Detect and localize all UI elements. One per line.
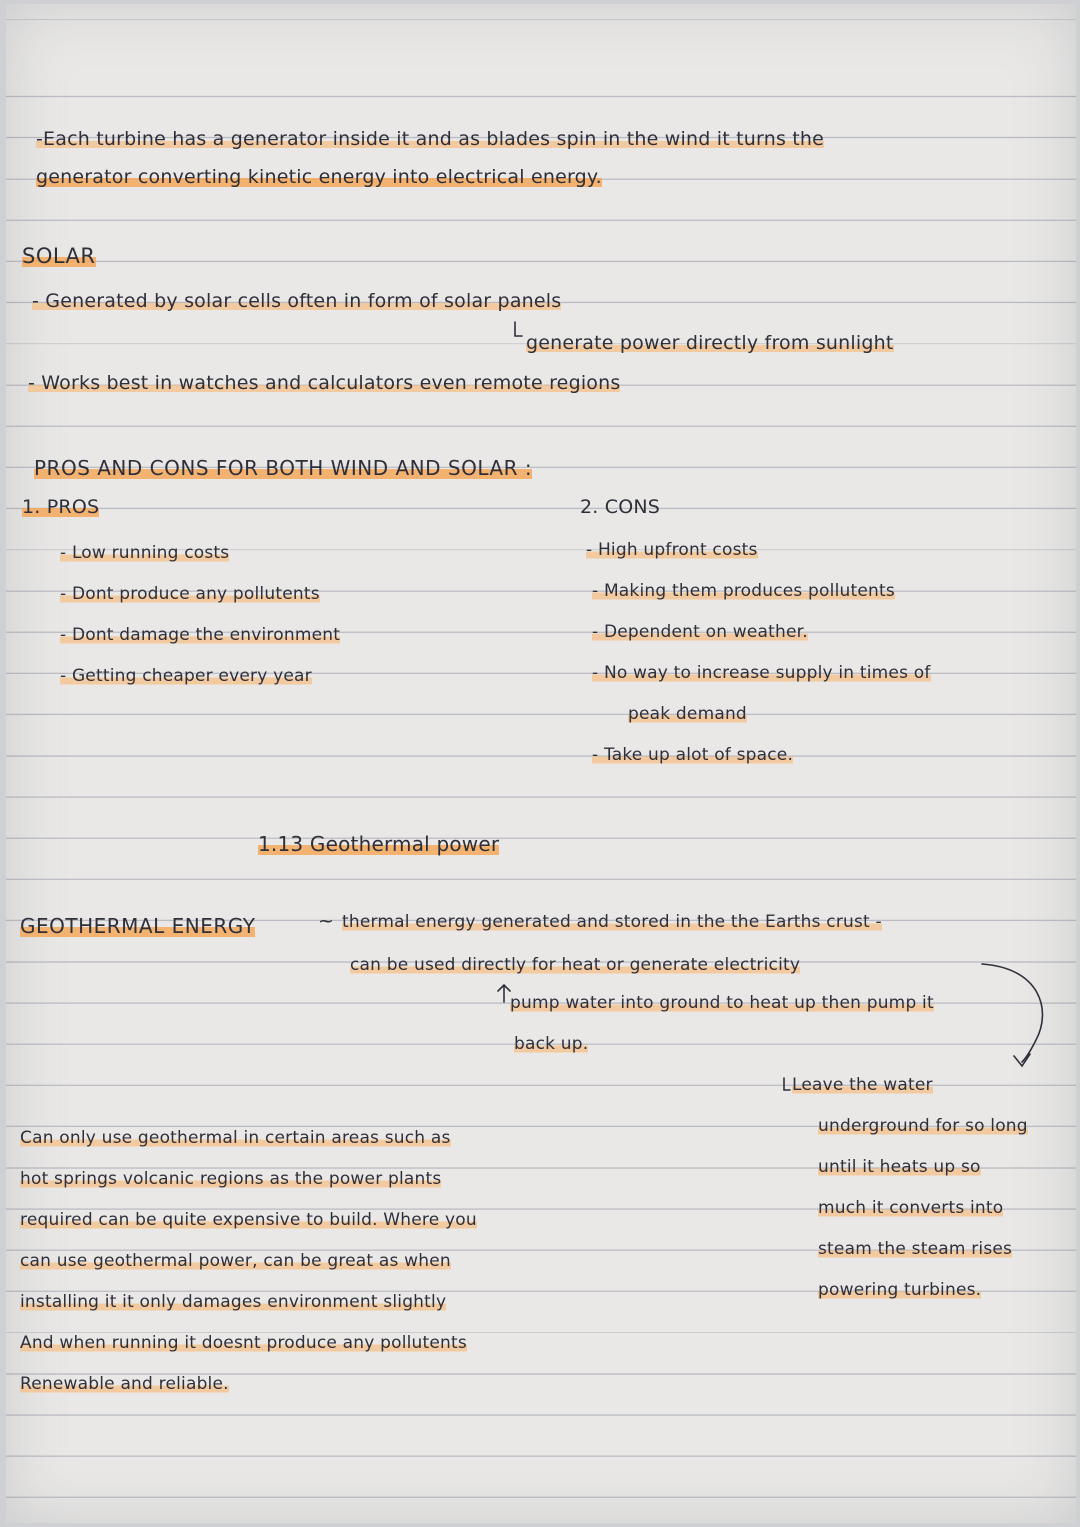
- side-note-line: until it heats up so: [818, 1157, 981, 1177]
- solar-corner-arrow: [515, 322, 522, 336]
- pro-item: - Dont damage the environment: [60, 625, 341, 645]
- geothermal-term: GEOTHERMAL ENERGY: [20, 914, 256, 938]
- geothermal-paragraph-line: can use geothermal power, can be great as when: [20, 1251, 451, 1271]
- tilde-mark: ~: [318, 910, 335, 932]
- pro-item: - Getting cheaper every year: [60, 666, 312, 686]
- geothermal-paragraph-line: And when running it doesnt produce any pollutents: [20, 1333, 467, 1353]
- con-item: - High upfront costs: [586, 540, 758, 560]
- wind-note-line-2: generator converting kinetic energy into electrical energy.: [36, 166, 602, 188]
- geothermal-paragraph-line: Renewable and reliable.: [20, 1374, 229, 1394]
- curve-arrow: [982, 964, 1042, 1062]
- side-note-corner-arrow: [784, 1078, 790, 1090]
- geothermal-paragraph-line: required can be quite expensive to build. Where you: [20, 1210, 477, 1230]
- pro-item: - Low running costs: [60, 543, 230, 563]
- con-item: - No way to increase supply in times of: [592, 663, 931, 683]
- pros-cons-heading: PROS AND CONS FOR BOTH WIND AND SOLAR :: [34, 456, 533, 480]
- geothermal-section-title: 1.13 Geothermal power: [258, 832, 500, 856]
- wind-note-line-1: -Each turbine has a generator inside it and as blades spin in the wind it turns the: [36, 128, 825, 150]
- con-item: - Dependent on weather.: [592, 622, 808, 642]
- solar-line-1: - Generated by solar cells often in form of solar panels: [32, 290, 562, 312]
- geothermal-definition-4: back up.: [514, 1034, 589, 1054]
- con-item: - Making them produces pollutents: [592, 581, 895, 601]
- side-note-line: Leave the water: [792, 1075, 933, 1095]
- con-item: - Take up alot of space.: [592, 745, 794, 765]
- pump-up-arrow: [498, 985, 510, 1002]
- geothermal-paragraph-line: installing it it only damages environment slightly: [20, 1292, 447, 1312]
- side-note-line: underground for so long: [818, 1116, 1028, 1136]
- geothermal-paragraph-line: hot springs volcanic regions as the power plants: [20, 1169, 442, 1189]
- pros-title: 1. PROS: [22, 496, 100, 518]
- pro-item: - Dont produce any pollutents: [60, 584, 320, 604]
- geothermal-definition-1: thermal energy generated and stored in the the Earths crust -: [342, 912, 882, 932]
- geothermal-paragraph-line: Can only use geothermal in certain areas such as: [20, 1128, 451, 1148]
- geothermal-definition-3: pump water into ground to heat up then pump it: [510, 993, 934, 1013]
- side-note-line: steam the steam rises: [818, 1239, 1013, 1259]
- geothermal-definition-2: can be used directly for heat or generate electricity: [350, 955, 801, 975]
- side-note-line: powering turbines.: [818, 1280, 982, 1300]
- side-note-line: much it converts into: [818, 1198, 1004, 1218]
- cons-title: 2. CONS: [580, 496, 661, 518]
- solar-heading: SOLAR: [22, 244, 96, 268]
- solar-line-3: - Works best in watches and calculators even remote regions: [28, 372, 621, 394]
- con-item: peak demand: [628, 704, 747, 724]
- solar-line-2: generate power directly from sunlight: [526, 332, 894, 354]
